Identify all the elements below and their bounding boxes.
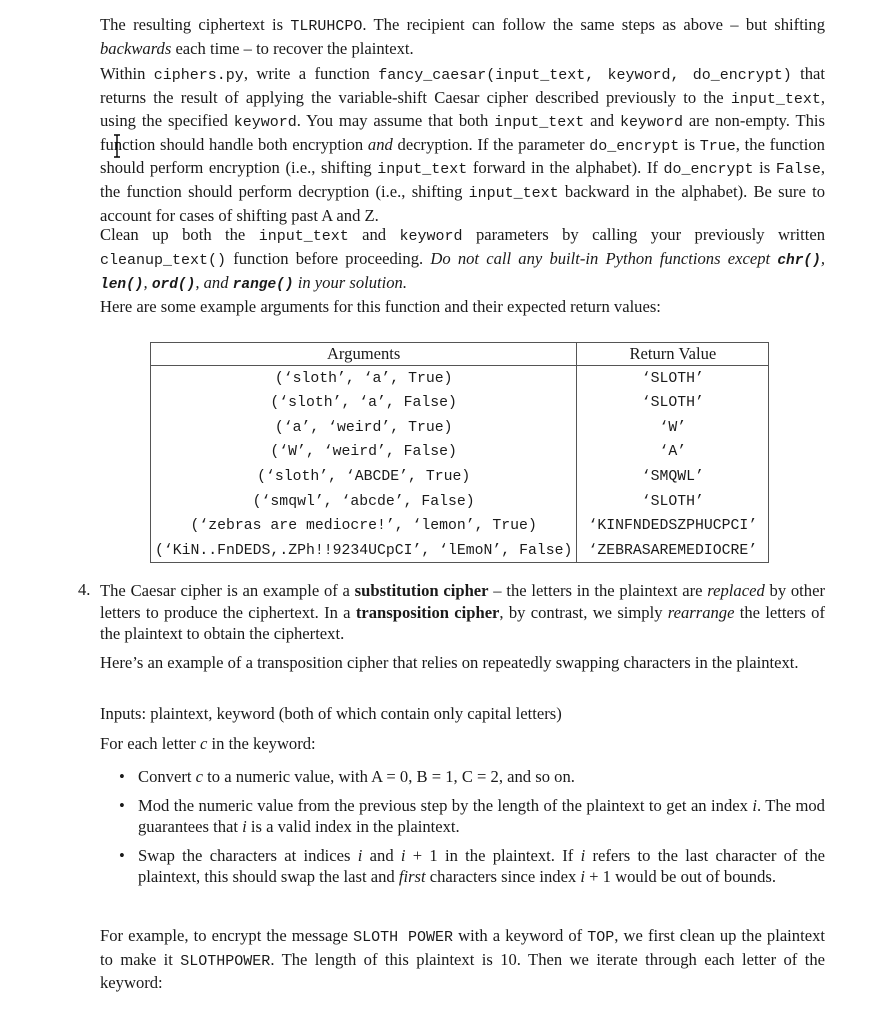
text: and [348, 225, 400, 244]
code-builtin: len() [100, 277, 144, 294]
text: , [143, 273, 152, 293]
arguments-cell: (‘a’, ‘weird’, True) [274, 419, 453, 436]
text: , and [195, 273, 233, 293]
text: , using the specified [100, 87, 825, 131]
header-arguments: Arguments [151, 343, 577, 366]
code: input_text [468, 184, 559, 202]
text: , the function should perform decryption (i.e., shifting [100, 158, 825, 201]
list-item [100, 766, 825, 788]
text: is [753, 158, 776, 178]
return-value-cell: ‘KINFNDEDSZPHUCPCI’ [588, 518, 758, 535]
paragraph-function-spec [100, 63, 825, 226]
text: + 1 in the plaintext. If [405, 845, 581, 865]
table-row [151, 513, 769, 538]
steps-list [100, 766, 825, 895]
code: SLOTHPOWER [180, 952, 271, 970]
text: . The length of this plaintext is 10. Then we iterate through each letter of the keyword: [100, 949, 826, 993]
return-value-cell: ‘SMQWL’ [641, 468, 704, 485]
text: Mod the numeric value from the previous step by the length of the plaintext to get an index [138, 795, 753, 815]
emphasis: replaced [707, 581, 765, 600]
text: is [679, 134, 700, 154]
text: Clean up both the [100, 225, 259, 244]
code: cleanup_text() [100, 251, 227, 269]
list-item [100, 845, 825, 888]
emphasis: and [367, 134, 393, 154]
text: and [362, 845, 401, 865]
code-builtin: ord() [151, 277, 196, 294]
text: For example, to encrypt the message [100, 926, 354, 945]
table-row [151, 390, 769, 415]
paragraph-swap-example: Here’s an example of a transposition cipher that relies on repeatedly swapping characters in the plaintext. [100, 653, 799, 672]
code: False [775, 161, 821, 179]
text: and [584, 111, 620, 131]
code-builtin: range() [232, 277, 294, 294]
emphasis: in your solution. [293, 273, 407, 293]
text: . The mod guarantees that [138, 795, 825, 837]
list-item [100, 795, 825, 838]
code: TOP [587, 929, 615, 946]
arguments-cell: (‘smqwl’, ‘abcde’, False) [252, 493, 475, 510]
return-value-cell: ‘A’ [659, 444, 687, 461]
paragraph-for-each [100, 733, 825, 755]
code: keyword [233, 114, 297, 132]
return-value-cell: ‘SLOTH’ [641, 370, 704, 387]
code: input_text [258, 228, 349, 245]
return-value-cell: ‘SLOTH’ [641, 395, 704, 412]
table-row [151, 415, 769, 440]
emphasis: rearrange [667, 602, 735, 622]
math-var: i [752, 795, 757, 815]
text: , [820, 248, 825, 268]
code-signature: fancy_caesar(input_text, keyword, do_encrypt) [378, 67, 792, 84]
list-item-number: 4. [78, 580, 91, 599]
return-value-cell: ‘W’ [659, 419, 687, 436]
text: . The recipient can follow the same steps as above – but shifting [362, 15, 826, 34]
paragraph-examples-intro: Here are some example arguments for this function and their expected return values: [100, 297, 661, 316]
header-return-value: Return Value [577, 343, 769, 366]
text: , write a function [243, 64, 379, 83]
text: with a keyword of [453, 926, 588, 945]
return-value-cell: ‘ZEBRASAREMEDIOCRE’ [588, 542, 758, 559]
text: parameters by calling your previously written [462, 225, 825, 244]
arguments-cell: (‘W’, ‘weird’, False) [270, 444, 457, 461]
table-row [151, 489, 769, 514]
bold-term: substitution cipher [354, 581, 489, 600]
text: For each letter [100, 734, 200, 753]
return-value-cell: ‘SLOTH’ [641, 493, 704, 510]
text: refers to the last character of the plaintext, this should swap the last and [138, 845, 825, 887]
math-var: c [195, 767, 203, 786]
paragraph-inputs: Inputs: plaintext, keyword (both of which contain only capital letters) [100, 704, 562, 723]
emphasis: first [398, 867, 426, 887]
math-var: c [199, 734, 208, 753]
arguments-cell: (‘sloth’, ‘a’, False) [270, 395, 457, 412]
code: True [699, 137, 736, 155]
paragraph-cleanup-instructions [100, 224, 825, 297]
arguments-cell: (‘sloth’, ‘a’, True) [274, 370, 453, 387]
code-filename: ciphers.py [153, 67, 244, 84]
code: input_text [377, 161, 468, 179]
text: is a valid index in the plaintext. [246, 817, 460, 837]
math-var: i [357, 845, 363, 865]
text: – the letters in the plaintext are [488, 581, 708, 600]
text: function before proceeding. [226, 248, 431, 268]
code: SLOTH POWER [353, 929, 454, 946]
code: input_text [494, 114, 585, 132]
bullet-icon: • [119, 845, 125, 865]
arguments-cell: (‘sloth’, ‘ABCDE’, True) [257, 468, 471, 485]
math-var: i [580, 867, 586, 887]
text: in the keyword: [207, 734, 316, 753]
text: The Caesar cipher is an example of a [100, 581, 355, 600]
code: keyword [619, 114, 683, 132]
examples-table [150, 342, 769, 563]
arguments-cell: (‘zebras are mediocre!’, ‘lemon’, True) [190, 518, 537, 535]
paragraph-encrypt-example [100, 925, 825, 994]
text: , the function should perform encryption (i.e., shifting [100, 134, 825, 178]
text-cursor-icon [112, 134, 122, 158]
text: forward in the alphabet). If [467, 158, 664, 178]
text: Convert [138, 767, 196, 786]
code: keyword [399, 228, 463, 245]
code: do_encrypt [589, 137, 680, 155]
text: , we first clean up the plaintext to make it [100, 926, 825, 969]
code: input_text [730, 90, 821, 108]
math-var: i [400, 845, 406, 865]
text: are non-empty. This function should handle both encryption [100, 111, 825, 154]
paragraph-transposition-intro [100, 580, 825, 645]
code: do_encrypt [663, 161, 754, 179]
text: backward in the alphabet). Be sure to account for cases of shifting past A and Z. [100, 181, 825, 225]
bullet-icon: • [119, 795, 125, 815]
text: the letters of the plaintext to obtain the ciphertext. [100, 602, 825, 644]
text: characters since index [425, 867, 581, 887]
arguments-cell: (‘KiN..FnDEDS,.ZPh!!9234UCpCI’, ‘lEmoN’, False) [155, 542, 573, 559]
text: to a numeric value, with A = 0, B = 1, C = 2, and so on. [202, 767, 575, 786]
code-ciphertext: TLRUHCPO [290, 18, 363, 35]
emphasis: backwards [100, 38, 172, 58]
table-header-row [151, 343, 769, 366]
text: , by contrast, we simply [499, 602, 668, 622]
text: decryption. If the parameter [392, 134, 590, 154]
text: Within [100, 64, 154, 83]
text: Swap the characters at indices [138, 845, 358, 865]
text: each time – to recover the plaintext. [171, 38, 414, 58]
table-row [151, 538, 769, 563]
emphasis: Do not call any built-in Python functions except [430, 248, 778, 268]
table-row [151, 464, 769, 489]
text: . You may assume that both [296, 111, 495, 131]
math-var: i [242, 817, 247, 837]
text: by other letters to produce the ciphertext. In a [100, 581, 825, 622]
text: + 1 would be out of bounds. [585, 867, 776, 887]
table-row [151, 365, 769, 390]
text: The resulting ciphertext is [100, 15, 291, 34]
paragraph-ciphertext-result [100, 14, 825, 59]
code-builtin: chr() [777, 252, 821, 269]
bold-term: transposition cipher [355, 602, 500, 622]
bullet-icon: • [119, 767, 125, 786]
math-var: i [580, 845, 586, 865]
text: that returns the result of applying the variable-shift Caesar cipher described previously to the [100, 64, 825, 107]
table-row [151, 439, 769, 464]
